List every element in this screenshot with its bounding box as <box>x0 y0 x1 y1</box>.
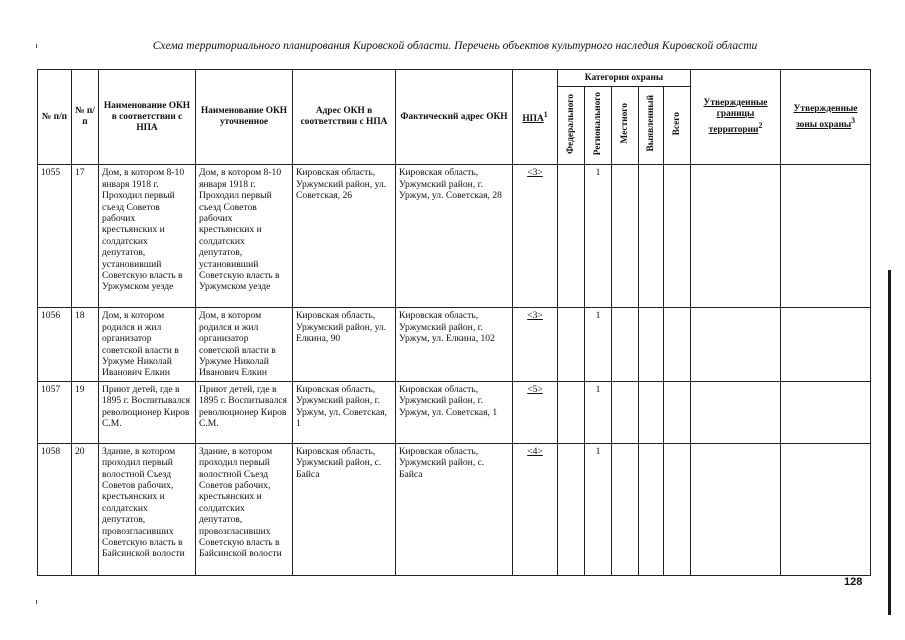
header-name-npa: Наименование ОКН в соответствии с НПА <box>99 70 196 165</box>
scan-mark <box>36 600 37 604</box>
cell-address-npa: Кировская область, Уржумский район, ул. Елкина, 90 <box>293 308 396 381</box>
header-cat-federal <box>558 87 585 165</box>
cell-approved-territory <box>691 165 781 308</box>
scan-mark <box>36 44 37 48</box>
header-cat-identified <box>639 87 664 165</box>
header-reg-no: № п/п <box>38 70 72 165</box>
cell-local-no: 19 <box>72 381 99 443</box>
cell-npa <box>513 308 558 381</box>
cell-cat-local <box>612 308 639 381</box>
cell-reg-no: 1055 <box>38 165 72 308</box>
header-approved-zones <box>781 70 871 165</box>
header-cat-identified-label: Выявленный <box>645 95 656 152</box>
cell-cat-total <box>664 443 691 575</box>
header-npa-footnote: 1 <box>543 110 548 120</box>
cell-cat-total <box>664 381 691 443</box>
cell-approved-territory <box>691 381 781 443</box>
cell-address-npa: Кировская область, Уржумский район, с. Байса <box>293 443 396 575</box>
cell-cat-identified <box>639 443 664 575</box>
cell-npa <box>513 381 558 443</box>
cell-address-actual: Кировская область, Уржумский район, г. Уржум, ул. Советская, 28 <box>396 165 513 308</box>
cell-cat-federal <box>558 443 585 575</box>
cell-name-refined: Дом, в котором 8-10 января 1918 г. Проходил первый съезд Советов рабочих крестьянских и солдатских депутатов, установивший Советскую власть в Уржумском уезде <box>196 165 293 308</box>
cell-name-refined: Приют детей, где в 1895 г. Воспитывался революционер Киров С.М. <box>196 381 293 443</box>
table-row <box>38 308 871 381</box>
cell-address-npa: Кировская область, Уржумский район, ул. Советская, 26 <box>293 165 396 308</box>
header-category-group: Категория охраны <box>558 70 691 87</box>
header-address-npa: Адрес ОКН в соответствии с НПА <box>293 70 396 165</box>
header-name-refined: Наименование ОКН уточненное <box>196 70 293 165</box>
npa-reference: <3> <box>527 310 543 322</box>
cell-name-refined: Здание, в котором проходил первый волостной Съезд Советов рабочих, крестьянских и солдатских депутатов, провозгласивших Советскую власть в Байсинской волости <box>196 443 293 575</box>
table-row <box>38 443 871 575</box>
cell-cat-regional: 1 <box>585 443 612 575</box>
scan-edge-bar <box>888 270 891 615</box>
cell-cat-identified <box>639 308 664 381</box>
npa-reference: <5> <box>527 383 543 395</box>
cell-name-npa: Приют детей, где в 1895 г. Воспитывался революционер Киров С.М. <box>99 381 196 443</box>
cell-approved-zones <box>781 308 871 381</box>
cell-name-npa: Дом, в котором 8-10 января 1918 г. Проходил первый съезд Советов рабочих крестьянских и солдатских депутатов, установивший Советскую власть в Уржумском уезде <box>99 165 196 308</box>
document-title: Схема территориального планирования Кировской области. Перечень объектов культурного наследия Кировской области <box>152 40 758 52</box>
npa-reference: <3> <box>527 167 543 179</box>
cell-address-actual: Кировская область, Уржумский район, г. Уржум, ул. Елкина, 102 <box>396 308 513 381</box>
cell-name-refined: Дом, в котором родился и жил организатор советской власти в Уржуме Николай Иванович Елкин <box>196 308 293 381</box>
cell-local-no: 17 <box>72 165 99 308</box>
cell-reg-no: 1058 <box>38 443 72 575</box>
header-npa <box>513 70 558 165</box>
header-cat-total-label: Всего <box>671 111 682 136</box>
cell-approved-zones <box>781 165 871 308</box>
cell-cat-regional: 1 <box>585 381 612 443</box>
header-local-no: № п/п <box>72 70 99 165</box>
header-npa-label: НПА <box>522 114 544 125</box>
header-address-actual: Фактический адрес ОКН <box>396 70 513 165</box>
header-cat-local-label: Местного <box>619 103 630 144</box>
cell-approved-zones <box>781 443 871 575</box>
table-row <box>38 165 871 308</box>
header-cat-regional <box>585 87 612 165</box>
cell-approved-territory <box>691 308 781 381</box>
header-cat-total <box>664 87 691 165</box>
cell-address-actual: Кировская область, Уржумский район, с. Байса <box>396 443 513 575</box>
cell-cat-federal <box>558 308 585 381</box>
cell-cat-identified <box>639 165 664 308</box>
cell-name-npa: Здание, в котором проходил первый волостной Съезд Советов рабочих, крестьянских и солдатских депутатов, провозгласивших Советскую власть в Байсинской волости <box>99 443 196 575</box>
cell-cat-regional: 1 <box>585 165 612 308</box>
cell-cat-total <box>664 165 691 308</box>
cell-cat-identified <box>639 381 664 443</box>
cell-npa <box>513 165 558 308</box>
header-approved-territory-label: Утвержденные границы территории <box>703 98 768 136</box>
header-approved-zones-footnote: 3 <box>851 115 856 125</box>
heritage-objects-table <box>37 69 871 576</box>
cell-cat-total <box>664 308 691 381</box>
header-approved-territory <box>691 70 781 165</box>
npa-reference: <4> <box>527 445 543 457</box>
header-cat-federal-label: Федерального <box>565 93 576 154</box>
cell-approved-zones <box>781 381 871 443</box>
cell-name-npa: Дом, в котором родился и жил организатор советской власти в Уржуме Николай Иванович Елкин <box>99 308 196 381</box>
cell-cat-local <box>612 443 639 575</box>
cell-reg-no: 1057 <box>38 381 72 443</box>
cell-address-actual: Кировская область, Уржумский район, г. Уржум, ул. Советская, 1 <box>396 381 513 443</box>
cell-cat-federal <box>558 381 585 443</box>
page-number: 128 <box>844 576 863 588</box>
cell-local-no: 20 <box>72 443 99 575</box>
header-cat-local <box>612 87 639 165</box>
cell-reg-no: 1056 <box>38 308 72 381</box>
cell-cat-federal <box>558 165 585 308</box>
cell-npa <box>513 443 558 575</box>
cell-cat-regional: 1 <box>585 308 612 381</box>
cell-cat-local <box>612 381 639 443</box>
cell-cat-local <box>612 165 639 308</box>
header-approved-zones-label: Утвержденные зоны охраны <box>793 103 858 130</box>
table-row <box>38 381 871 443</box>
header-cat-regional-label: Регионального <box>592 92 603 156</box>
cell-approved-territory <box>691 443 781 575</box>
header-approved-territory-footnote: 2 <box>758 121 763 131</box>
cell-address-npa: Кировская область, Уржумский район, г. Уржум, ул. Советская, 1 <box>293 381 396 443</box>
cell-local-no: 18 <box>72 308 99 381</box>
